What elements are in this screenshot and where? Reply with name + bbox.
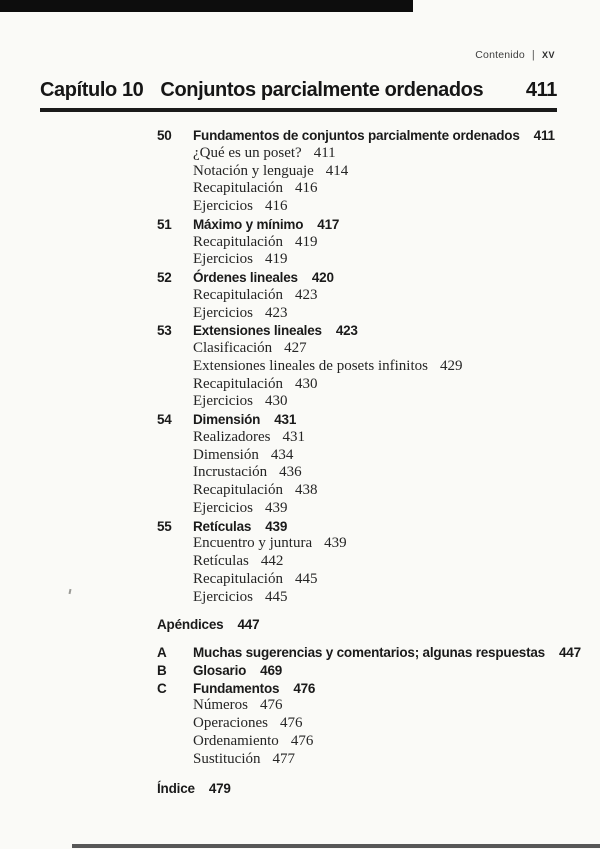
toc-appendices-list <box>0 644 600 768</box>
toc-entry-page-number: 469 <box>260 662 283 678</box>
toc-sub-entry-page-number: 416 <box>264 198 288 214</box>
toc-sub-entry-row <box>0 393 600 411</box>
toc-entry-number: C <box>157 680 167 696</box>
toc-sub-entry-row <box>0 145 600 163</box>
toc-sub-entry-page-number: 445 <box>294 570 318 587</box>
toc-sub-entry-page-number: 427 <box>284 340 307 356</box>
running-header-title: Contenido <box>475 49 525 61</box>
toc-sub-entry-row <box>0 482 600 500</box>
index-page-number: 479 <box>208 781 231 797</box>
toc-sub-entry-title: Ejercicios <box>193 499 253 516</box>
toc-sub-entry-page-number: 419 <box>294 233 318 250</box>
toc-sub-entry-row <box>0 234 600 252</box>
toc-entry-row <box>0 411 600 429</box>
toc-entry-page-number: 476 <box>293 680 316 696</box>
toc-entry-page-number: 411 <box>533 128 555 143</box>
toc-sub-entry-row <box>0 697 600 715</box>
chapter-title: Conjuntos parcialmente ordenados <box>160 79 484 101</box>
toc-entry-page-number: 417 <box>317 216 340 232</box>
toc-sub-entry-title: ¿Qué es un poset? <box>193 144 302 161</box>
toc-entry-title: Órdenes lineales <box>193 270 298 285</box>
toc-sub-entry-title: Recapitulación <box>193 286 283 303</box>
toc-sections-list <box>0 127 600 606</box>
toc-entry-title: Glosario <box>193 662 247 678</box>
toc-entry-row <box>0 127 600 145</box>
toc-sub-entry-title: Dimensión <box>193 446 259 463</box>
toc-sub-entry-page-number: 442 <box>260 553 284 569</box>
toc-sub-entry-title: Notación y lenguaje <box>193 162 314 179</box>
toc-entry-page-number: 423 <box>335 323 358 339</box>
toc-sub-entry-row <box>0 358 600 376</box>
toc-entry-title: Dimensión <box>193 412 261 427</box>
toc-sub-entry-row <box>0 198 600 216</box>
toc-entry-row <box>0 518 600 536</box>
toc-sub-entry-row <box>0 553 600 571</box>
toc-sub-entry-title: Operaciones <box>193 715 268 731</box>
toc-sub-entry-row <box>0 340 600 358</box>
toc-entry-title: Máximo y mínimo <box>193 216 304 232</box>
running-header <box>475 49 555 61</box>
toc-sub-entry-row <box>0 180 600 198</box>
heading-rule <box>40 108 557 112</box>
toc-sub-entry-page-number: 414 <box>325 162 349 179</box>
toc-entry-number: 51 <box>157 216 172 232</box>
toc-sub-entry-row <box>0 376 600 394</box>
toc-sub-entry-title: Ordenamiento <box>193 732 279 749</box>
toc-entry-title: Extensiones lineales <box>193 323 322 339</box>
toc-sub-entry-page-number: 416 <box>294 180 318 197</box>
toc-sub-entry-title: Incrustación <box>193 464 268 481</box>
toc-sub-entry-page-number: 436 <box>279 464 302 481</box>
toc-sub-entry-page-number: 429 <box>439 357 463 374</box>
toc-sub-entry-row <box>0 733 600 751</box>
toc-entry-number: 54 <box>157 412 172 427</box>
toc-entry-page-number: 420 <box>311 270 334 285</box>
toc-entry-title: Retículas <box>193 518 252 534</box>
toc-sub-entry-page-number: 431 <box>282 428 305 445</box>
toc-entry-page-number: 431 <box>274 412 297 427</box>
toc-sub-entry-title: Clasificación <box>193 340 273 356</box>
scan-artifact-bottom-bar <box>72 844 600 848</box>
toc-sub-entry-page-number: 411 <box>313 144 336 161</box>
toc-sub-entry-row <box>0 589 600 607</box>
toc <box>0 127 600 798</box>
toc-sub-entry-row <box>0 464 600 482</box>
toc-sub-entry-title: Ejercicios <box>193 304 253 321</box>
toc-entry-page-number: 447 <box>559 645 581 660</box>
toc-sub-entry-title: Extensiones lineales de posets infinitos <box>193 357 428 374</box>
chapter-label: Capítulo 10 <box>40 79 144 101</box>
toc-entry-number: 55 <box>157 518 172 534</box>
toc-sub-entry-title: Realizadores <box>193 428 271 445</box>
toc-sub-entry-row <box>0 287 600 305</box>
toc-entry-row <box>0 269 600 287</box>
toc-sub-entry-title: Números <box>193 697 248 714</box>
toc-sub-entry-title: Sustitución <box>193 750 261 767</box>
toc-sub-entry-title: Ejercicios <box>193 588 253 605</box>
toc-sub-entry-page-number: 423 <box>264 304 288 321</box>
toc-entry-number: 50 <box>157 128 172 143</box>
toc-entry-row <box>0 644 600 662</box>
toc-sub-entry-page-number: 445 <box>264 588 288 605</box>
scan-artifact-top-bar <box>0 0 413 12</box>
toc-entry-page-number: 439 <box>265 518 288 534</box>
toc-sub-entry-row <box>0 447 600 465</box>
toc-sub-entry-title: Recapitulación <box>193 180 283 197</box>
toc-sub-entry-page-number: 423 <box>294 286 318 303</box>
toc-sub-entry-title: Retículas <box>193 553 249 569</box>
toc-sub-entry-title: Ejercicios <box>193 198 253 214</box>
toc-entry-title: Fundamentos <box>193 680 280 696</box>
toc-entry-title: Fundamentos de conjuntos parcialmente ordenados <box>193 128 520 143</box>
toc-sub-entry-page-number: 477 <box>272 750 296 767</box>
running-header-page-number: XV <box>541 50 555 60</box>
toc-sub-entry-title: Recapitulación <box>193 375 283 392</box>
toc-sub-entry-title: Ejercicios <box>193 393 253 410</box>
toc-entry-number: 53 <box>157 323 172 339</box>
toc-sub-entry-row <box>0 305 600 323</box>
toc-sub-entry-page-number: 434 <box>270 446 294 463</box>
toc-entry-number: B <box>157 662 167 678</box>
appendices-heading-row <box>0 616 600 634</box>
toc-sub-entry-page-number: 430 <box>294 375 318 392</box>
toc-sub-entry-page-number: 476 <box>279 715 303 731</box>
toc-entry-title: Muchas sugerencias y comentarios; algunas respuestas <box>193 645 545 660</box>
index-title: Índice <box>157 781 195 797</box>
toc-sub-entry-page-number: 439 <box>324 535 347 552</box>
toc-entry-number: A <box>157 645 167 660</box>
toc-sub-entry-page-number: 476 <box>260 697 283 714</box>
toc-entry-row <box>0 680 600 698</box>
toc-sub-entry-row <box>0 500 600 518</box>
toc-sub-entry-row <box>0 429 600 447</box>
toc-sub-entry-title: Ejercicios <box>193 251 253 268</box>
toc-sub-entry-row <box>0 751 600 769</box>
chapter-page-number: 411 <box>525 79 557 101</box>
toc-sub-entry-row <box>0 535 600 553</box>
toc-sub-entry-row <box>0 163 600 181</box>
toc-sub-entry-page-number: 430 <box>264 393 288 410</box>
running-header-separator: | <box>531 49 535 61</box>
toc-sub-entry-title: Recapitulación <box>193 482 283 498</box>
appendices-heading-page-number: 447 <box>237 617 260 633</box>
toc-sub-entry-title: Recapitulación <box>193 570 283 587</box>
toc-sub-entry-page-number: 419 <box>264 251 288 268</box>
index-row <box>0 780 600 798</box>
chapter-heading <box>40 79 557 102</box>
toc-sub-entry-title: Recapitulación <box>193 233 283 250</box>
toc-sub-entry-row <box>0 715 600 733</box>
toc-sub-entry-row <box>0 251 600 269</box>
toc-sub-entry-page-number: 439 <box>264 499 288 516</box>
toc-entry-row <box>0 662 600 680</box>
toc-entry-row <box>0 322 600 340</box>
toc-entry-number: 52 <box>157 270 172 285</box>
toc-sub-entry-title: Encuentro y juntura <box>193 535 313 552</box>
toc-sub-entry-page-number: 438 <box>294 482 318 498</box>
toc-sub-entry-row <box>0 571 600 589</box>
appendices-heading-title: Apéndices <box>157 617 224 633</box>
toc-entry-row <box>0 216 600 234</box>
toc-sub-entry-page-number: 476 <box>290 732 314 749</box>
